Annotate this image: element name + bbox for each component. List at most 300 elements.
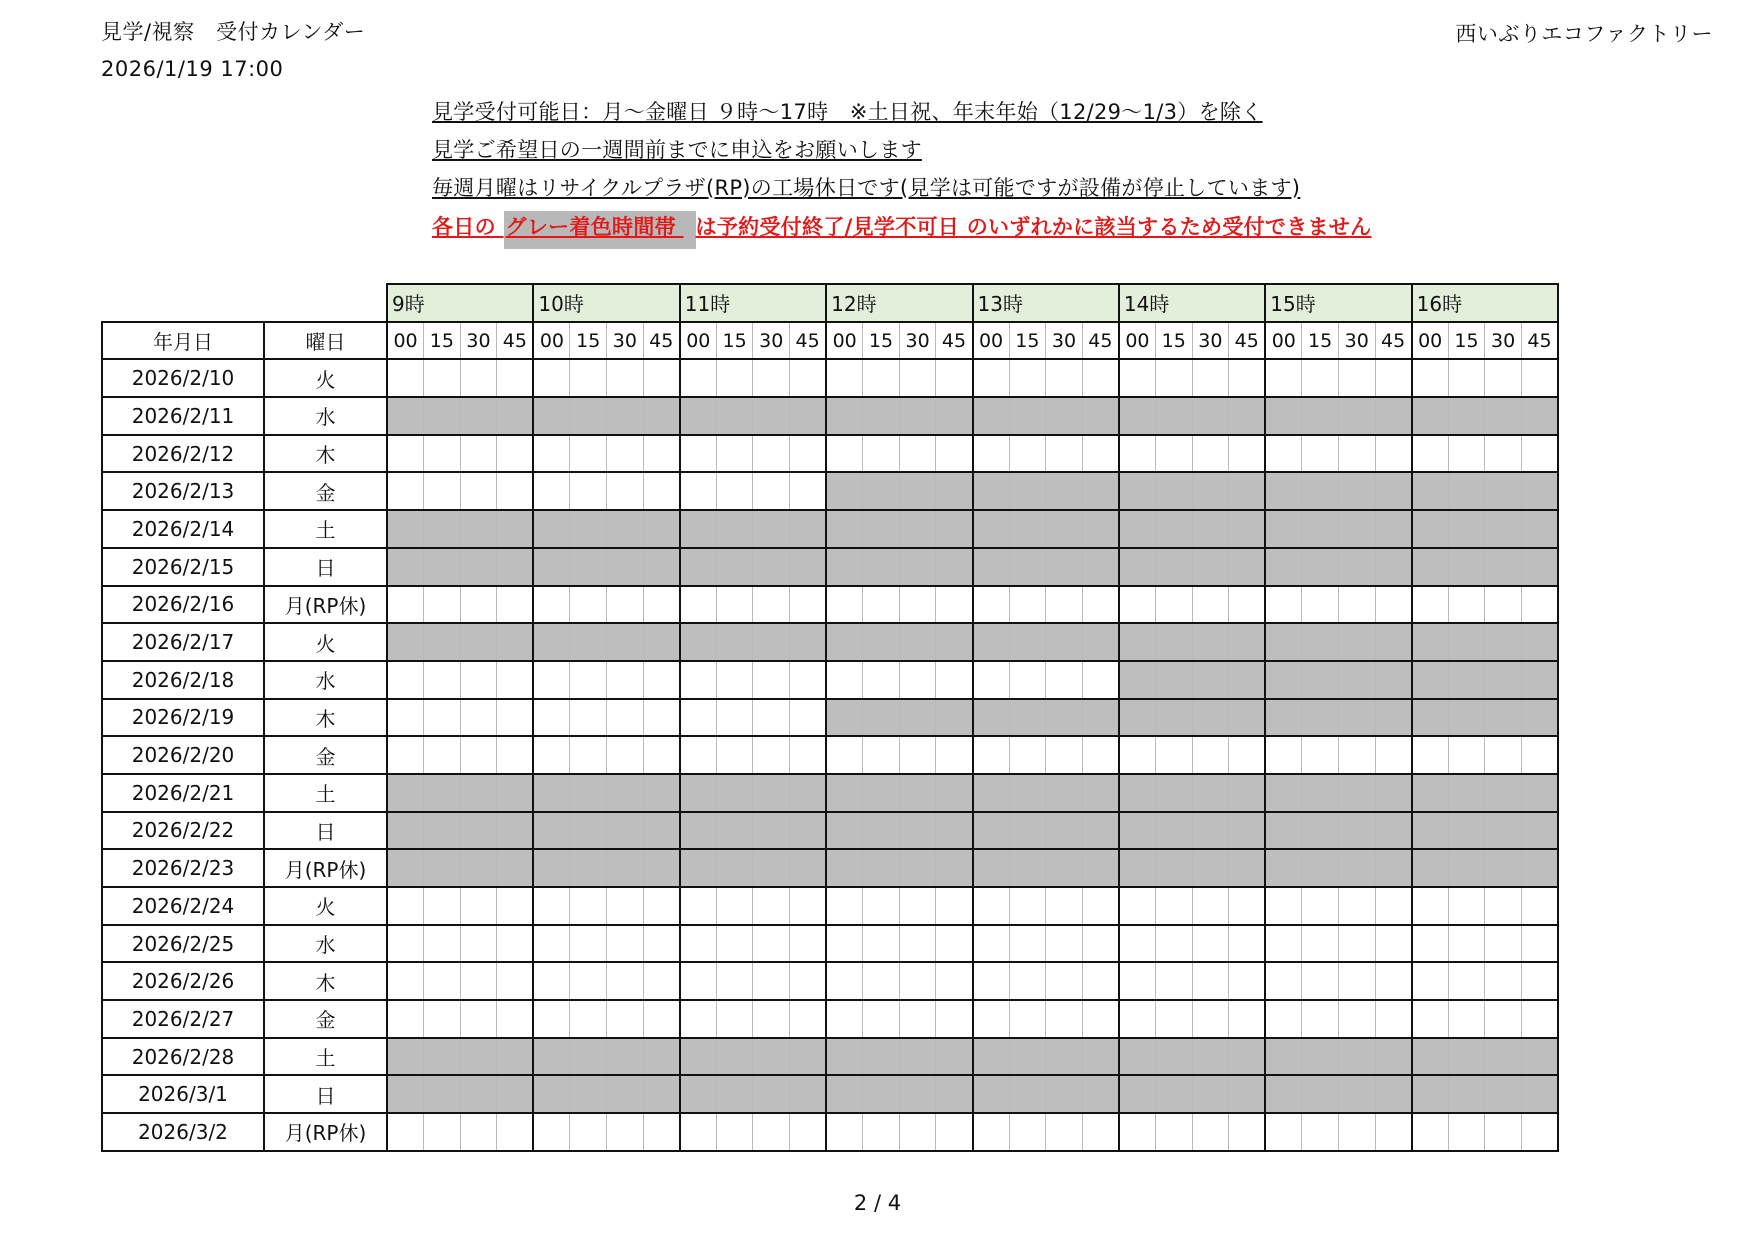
- time-slot-available: [1155, 359, 1192, 397]
- time-slot-unavailable: [863, 849, 900, 887]
- time-slot-available: [1082, 1000, 1119, 1038]
- time-slot-available: [570, 1000, 607, 1038]
- time-slot-available: [497, 925, 534, 963]
- time-slot-unavailable: [936, 849, 973, 887]
- time-slot-unavailable: [936, 1075, 973, 1113]
- time-slot-available: [533, 586, 570, 624]
- time-slot-unavailable: [1375, 548, 1412, 586]
- time-slot-unavailable: [790, 510, 827, 548]
- time-slot-unavailable: [1009, 849, 1046, 887]
- time-slot-unavailable: [899, 623, 936, 661]
- time-slot-unavailable: [1265, 812, 1302, 850]
- time-slot-unavailable: [1485, 661, 1522, 699]
- time-slot-available: [570, 699, 607, 737]
- time-slot-available: [716, 661, 753, 699]
- time-slot-available: [643, 1113, 680, 1151]
- time-slot-unavailable: [1375, 510, 1412, 548]
- time-slot-unavailable: [424, 397, 461, 435]
- row-date: 2026/2/10: [102, 359, 264, 397]
- time-slot-unavailable: [1338, 397, 1375, 435]
- time-slot-unavailable: [570, 510, 607, 548]
- time-slot-unavailable: [936, 510, 973, 548]
- calendar-row: [102, 849, 1558, 887]
- time-slot-unavailable: [936, 548, 973, 586]
- time-slot-available: [533, 1000, 570, 1038]
- time-slot-available: [570, 586, 607, 624]
- time-slot-available: [1082, 962, 1119, 1000]
- calendar-row: [102, 397, 1558, 435]
- time-slot-available: [716, 1113, 753, 1151]
- time-slot-available: [1485, 736, 1522, 774]
- time-slot-unavailable: [1265, 699, 1302, 737]
- time-slot-unavailable: [1412, 699, 1449, 737]
- time-slot-available: [387, 359, 424, 397]
- time-slot-available: [863, 359, 900, 397]
- time-slot-unavailable: [1082, 774, 1119, 812]
- time-slot-unavailable: [973, 510, 1010, 548]
- time-slot-available: [973, 359, 1010, 397]
- time-slot-unavailable: [1338, 1075, 1375, 1113]
- calendar-row: [102, 1000, 1558, 1038]
- time-slot-unavailable: [753, 774, 790, 812]
- time-slot-unavailable: [1485, 812, 1522, 850]
- time-slot-available: [753, 1113, 790, 1151]
- time-slot-unavailable: [1155, 623, 1192, 661]
- time-slot-unavailable: [1448, 548, 1485, 586]
- time-slot-available: [1192, 1000, 1229, 1038]
- time-slot-available: [1119, 435, 1156, 473]
- time-slot-unavailable: [1192, 699, 1229, 737]
- time-slot-unavailable: [460, 812, 497, 850]
- time-slot-available: [936, 359, 973, 397]
- time-slot-unavailable: [716, 812, 753, 850]
- time-slot-unavailable: [790, 774, 827, 812]
- time-slot-available: [1192, 435, 1229, 473]
- time-slot-unavailable: [936, 472, 973, 510]
- time-slot-available: [1521, 1000, 1558, 1038]
- time-slot-available: [643, 359, 680, 397]
- calendar-row: [102, 812, 1558, 850]
- time-slot-available: [1302, 435, 1339, 473]
- time-slot-unavailable: [643, 774, 680, 812]
- time-slot-unavailable: [1485, 397, 1522, 435]
- time-slot-unavailable: [1119, 699, 1156, 737]
- time-slot-available: [1009, 359, 1046, 397]
- time-slot-unavailable: [1229, 699, 1266, 737]
- time-slot-available: [1302, 586, 1339, 624]
- time-slot-available: [643, 887, 680, 925]
- time-slot-unavailable: [1046, 623, 1083, 661]
- calendar-row: [102, 623, 1558, 661]
- time-slot-available: [497, 1113, 534, 1151]
- row-weekday: 土: [264, 1038, 387, 1076]
- time-slot-available: [680, 1000, 717, 1038]
- time-slot-available: [387, 661, 424, 699]
- time-slot-unavailable: [1265, 623, 1302, 661]
- time-slot-available: [460, 472, 497, 510]
- time-slot-unavailable: [680, 397, 717, 435]
- time-slot-unavailable: [1338, 661, 1375, 699]
- time-slot-available: [1119, 887, 1156, 925]
- time-slot-available: [424, 887, 461, 925]
- row-weekday: 金: [264, 736, 387, 774]
- time-slot-unavailable: [1412, 510, 1449, 548]
- minute-header: 15: [570, 322, 607, 360]
- row-date: 2026/2/19: [102, 699, 264, 737]
- time-slot-unavailable: [1082, 699, 1119, 737]
- time-slot-available: [1119, 1000, 1156, 1038]
- time-slot-unavailable: [1192, 548, 1229, 586]
- time-slot-available: [607, 359, 644, 397]
- time-slot-unavailable: [680, 849, 717, 887]
- time-slot-unavailable: [1412, 849, 1449, 887]
- time-slot-available: [643, 962, 680, 1000]
- time-slot-available: [643, 472, 680, 510]
- time-slot-available: [790, 736, 827, 774]
- time-slot-unavailable: [1046, 1075, 1083, 1113]
- time-slot-unavailable: [607, 510, 644, 548]
- minute-header: 30: [1192, 322, 1229, 360]
- time-slot-unavailable: [387, 1075, 424, 1113]
- time-slot-available: [899, 962, 936, 1000]
- time-slot-available: [1448, 925, 1485, 963]
- time-slot-available: [387, 962, 424, 1000]
- time-slot-unavailable: [607, 849, 644, 887]
- time-slot-available: [533, 925, 570, 963]
- time-slot-available: [1119, 962, 1156, 1000]
- time-slot-unavailable: [1155, 472, 1192, 510]
- time-slot-available: [680, 736, 717, 774]
- time-slot-unavailable: [1009, 397, 1046, 435]
- time-slot-unavailable: [424, 774, 461, 812]
- time-slot-unavailable: [716, 1075, 753, 1113]
- time-slot-unavailable: [899, 774, 936, 812]
- time-slot-unavailable: [643, 623, 680, 661]
- time-slot-unavailable: [1302, 472, 1339, 510]
- time-slot-available: [1119, 1113, 1156, 1151]
- time-slot-available: [790, 962, 827, 1000]
- time-slot-available: [1009, 435, 1046, 473]
- time-slot-unavailable: [973, 623, 1010, 661]
- time-slot-unavailable: [1485, 623, 1522, 661]
- time-slot-available: [533, 472, 570, 510]
- hour-header: 13時: [973, 284, 1119, 322]
- time-slot-available: [1338, 736, 1375, 774]
- time-slot-unavailable: [936, 623, 973, 661]
- time-slot-unavailable: [936, 774, 973, 812]
- minute-header: 15: [1009, 322, 1046, 360]
- time-slot-available: [533, 435, 570, 473]
- minute-header: 00: [1119, 322, 1156, 360]
- time-slot-unavailable: [387, 812, 424, 850]
- time-slot-available: [1485, 1000, 1522, 1038]
- time-slot-available: [1009, 887, 1046, 925]
- time-slot-available: [790, 586, 827, 624]
- minute-header: 30: [753, 322, 790, 360]
- time-slot-unavailable: [607, 1075, 644, 1113]
- time-slot-unavailable: [570, 849, 607, 887]
- time-slot-unavailable: [1302, 661, 1339, 699]
- time-slot-unavailable: [1448, 812, 1485, 850]
- time-slot-unavailable: [1338, 510, 1375, 548]
- time-slot-unavailable: [643, 397, 680, 435]
- time-slot-available: [570, 736, 607, 774]
- time-slot-available: [424, 586, 461, 624]
- time-slot-available: [790, 1000, 827, 1038]
- time-slot-available: [1302, 359, 1339, 397]
- time-slot-available: [1485, 887, 1522, 925]
- time-slot-unavailable: [1192, 812, 1229, 850]
- time-slot-unavailable: [899, 472, 936, 510]
- time-slot-available: [1229, 586, 1266, 624]
- time-slot-available: [1155, 586, 1192, 624]
- minute-header: 45: [497, 322, 534, 360]
- time-slot-unavailable: [1412, 812, 1449, 850]
- time-slot-available: [1448, 586, 1485, 624]
- time-slot-available: [424, 962, 461, 1000]
- row-date: 2026/2/21: [102, 774, 264, 812]
- time-slot-available: [936, 736, 973, 774]
- row-weekday: 土: [264, 510, 387, 548]
- time-slot-unavailable: [1521, 774, 1558, 812]
- time-slot-unavailable: [1412, 774, 1449, 812]
- time-slot-available: [1521, 435, 1558, 473]
- time-slot-available: [497, 435, 534, 473]
- row-weekday: 水: [264, 925, 387, 963]
- time-slot-available: [1229, 1113, 1266, 1151]
- time-slot-unavailable: [973, 849, 1010, 887]
- time-slot-unavailable: [1338, 623, 1375, 661]
- time-slot-available: [753, 887, 790, 925]
- time-slot-unavailable: [1521, 397, 1558, 435]
- time-slot-available: [1485, 586, 1522, 624]
- time-slot-available: [716, 359, 753, 397]
- time-slot-unavailable: [936, 1038, 973, 1076]
- time-slot-available: [1521, 586, 1558, 624]
- hour-header: 16時: [1412, 284, 1558, 322]
- time-slot-unavailable: [424, 849, 461, 887]
- time-slot-available: [1119, 736, 1156, 774]
- time-slot-unavailable: [1302, 397, 1339, 435]
- time-slot-available: [1302, 962, 1339, 1000]
- time-slot-available: [863, 1113, 900, 1151]
- calendar-row: [102, 661, 1558, 699]
- time-slot-unavailable: [1375, 661, 1412, 699]
- time-slot-unavailable: [826, 472, 863, 510]
- time-slot-available: [1338, 1000, 1375, 1038]
- time-slot-available: [716, 925, 753, 963]
- time-slot-available: [753, 586, 790, 624]
- time-slot-available: [497, 359, 534, 397]
- time-slot-unavailable: [1485, 1075, 1522, 1113]
- time-slot-available: [1448, 1113, 1485, 1151]
- time-slot-available: [1192, 887, 1229, 925]
- time-slot-available: [643, 435, 680, 473]
- time-slot-unavailable: [460, 849, 497, 887]
- row-weekday: 水: [264, 661, 387, 699]
- time-slot-available: [533, 736, 570, 774]
- time-slot-unavailable: [826, 849, 863, 887]
- time-slot-available: [1485, 435, 1522, 473]
- time-slot-available: [680, 699, 717, 737]
- time-slot-unavailable: [716, 1038, 753, 1076]
- time-slot-available: [1448, 736, 1485, 774]
- time-slot-unavailable: [1265, 397, 1302, 435]
- time-slot-unavailable: [1192, 623, 1229, 661]
- time-slot-unavailable: [387, 623, 424, 661]
- time-slot-available: [1521, 359, 1558, 397]
- time-slot-unavailable: [1338, 812, 1375, 850]
- time-slot-unavailable: [1229, 1038, 1266, 1076]
- row-date: 2026/2/24: [102, 887, 264, 925]
- time-slot-unavailable: [826, 1075, 863, 1113]
- time-slot-unavailable: [1302, 1075, 1339, 1113]
- time-slot-available: [826, 435, 863, 473]
- time-slot-unavailable: [1119, 812, 1156, 850]
- time-slot-unavailable: [460, 1038, 497, 1076]
- time-slot-available: [424, 736, 461, 774]
- minute-header: 00: [533, 322, 570, 360]
- time-slot-unavailable: [424, 623, 461, 661]
- time-slot-unavailable: [497, 849, 534, 887]
- time-slot-available: [1229, 435, 1266, 473]
- time-slot-unavailable: [497, 1075, 534, 1113]
- calendar-row: [102, 1038, 1558, 1076]
- row-weekday: 金: [264, 1000, 387, 1038]
- time-slot-available: [863, 435, 900, 473]
- minute-header: 45: [936, 322, 973, 360]
- time-slot-available: [1265, 435, 1302, 473]
- time-slot-unavailable: [1448, 397, 1485, 435]
- time-slot-available: [607, 962, 644, 1000]
- time-slot-unavailable: [570, 397, 607, 435]
- time-slot-available: [1521, 925, 1558, 963]
- hour-header: 14時: [1119, 284, 1265, 322]
- time-slot-unavailable: [716, 774, 753, 812]
- time-slot-available: [1229, 887, 1266, 925]
- minute-header: 00: [973, 322, 1010, 360]
- time-slot-available: [1302, 925, 1339, 963]
- time-slot-available: [1265, 736, 1302, 774]
- time-slot-available: [1521, 1113, 1558, 1151]
- time-slot-unavailable: [1338, 699, 1375, 737]
- time-slot-unavailable: [497, 1038, 534, 1076]
- time-slot-unavailable: [973, 548, 1010, 586]
- time-slot-available: [570, 925, 607, 963]
- time-slot-available: [936, 925, 973, 963]
- time-slot-unavailable: [1375, 849, 1412, 887]
- time-slot-unavailable: [460, 1075, 497, 1113]
- time-slot-available: [1082, 1113, 1119, 1151]
- time-slot-available: [460, 435, 497, 473]
- hour-header: 15時: [1265, 284, 1411, 322]
- time-slot-available: [387, 1000, 424, 1038]
- time-slot-unavailable: [1521, 849, 1558, 887]
- time-slot-unavailable: [1521, 548, 1558, 586]
- time-slot-unavailable: [753, 812, 790, 850]
- time-slot-available: [643, 1000, 680, 1038]
- time-slot-available: [387, 472, 424, 510]
- time-slot-available: [790, 887, 827, 925]
- time-slot-available: [899, 661, 936, 699]
- time-slot-available: [497, 736, 534, 774]
- calendar-row: [102, 586, 1558, 624]
- time-slot-available: [533, 962, 570, 1000]
- time-slot-unavailable: [570, 1075, 607, 1113]
- time-slot-available: [1046, 661, 1083, 699]
- time-slot-unavailable: [973, 699, 1010, 737]
- time-slot-unavailable: [497, 510, 534, 548]
- time-slot-available: [1082, 661, 1119, 699]
- time-slot-unavailable: [1229, 1075, 1266, 1113]
- minute-header: 15: [1155, 322, 1192, 360]
- time-slot-available: [1119, 925, 1156, 963]
- time-slot-unavailable: [863, 397, 900, 435]
- time-slot-unavailable: [424, 510, 461, 548]
- time-slot-unavailable: [1082, 623, 1119, 661]
- time-slot-unavailable: [936, 699, 973, 737]
- time-slot-available: [607, 472, 644, 510]
- time-slot-unavailable: [1375, 699, 1412, 737]
- time-slot-available: [607, 925, 644, 963]
- time-slot-unavailable: [1155, 812, 1192, 850]
- time-slot-unavailable: [1082, 472, 1119, 510]
- time-slot-unavailable: [387, 774, 424, 812]
- time-slot-unavailable: [1485, 548, 1522, 586]
- time-slot-unavailable: [1485, 510, 1522, 548]
- time-slot-available: [1338, 435, 1375, 473]
- time-slot-unavailable: [680, 1038, 717, 1076]
- time-slot-available: [826, 736, 863, 774]
- time-slot-unavailable: [1046, 510, 1083, 548]
- time-slot-available: [497, 962, 534, 1000]
- time-slot-available: [1192, 925, 1229, 963]
- time-slot-unavailable: [1521, 472, 1558, 510]
- time-slot-available: [1302, 736, 1339, 774]
- row-weekday: 木: [264, 962, 387, 1000]
- time-slot-available: [753, 925, 790, 963]
- time-slot-unavailable: [1229, 849, 1266, 887]
- gray-highlight-label: グレー着色時間帯: [504, 211, 696, 249]
- time-slot-available: [424, 435, 461, 473]
- time-slot-unavailable: [1229, 548, 1266, 586]
- minute-header: 15: [424, 322, 461, 360]
- time-slot-available: [1082, 736, 1119, 774]
- time-slot-available: [497, 699, 534, 737]
- row-weekday: 日: [264, 812, 387, 850]
- time-slot-unavailable: [753, 849, 790, 887]
- time-slot-unavailable: [387, 510, 424, 548]
- time-slot-available: [899, 736, 936, 774]
- time-slot-available: [1046, 359, 1083, 397]
- minute-header: 00: [1412, 322, 1449, 360]
- time-slot-available: [424, 1113, 461, 1151]
- row-date: 2026/2/12: [102, 435, 264, 473]
- time-slot-available: [680, 1113, 717, 1151]
- time-slot-available: [680, 925, 717, 963]
- time-slot-unavailable: [790, 397, 827, 435]
- organization-name: 西いぶりエコファクトリー: [1455, 22, 1713, 46]
- time-slot-unavailable: [863, 699, 900, 737]
- time-slot-unavailable: [1521, 623, 1558, 661]
- time-slot-available: [826, 925, 863, 963]
- time-slot-unavailable: [1265, 1038, 1302, 1076]
- time-slot-available: [1155, 736, 1192, 774]
- time-slot-unavailable: [1338, 1038, 1375, 1076]
- time-slot-unavailable: [497, 623, 534, 661]
- time-slot-unavailable: [1448, 1075, 1485, 1113]
- time-slot-unavailable: [1155, 661, 1192, 699]
